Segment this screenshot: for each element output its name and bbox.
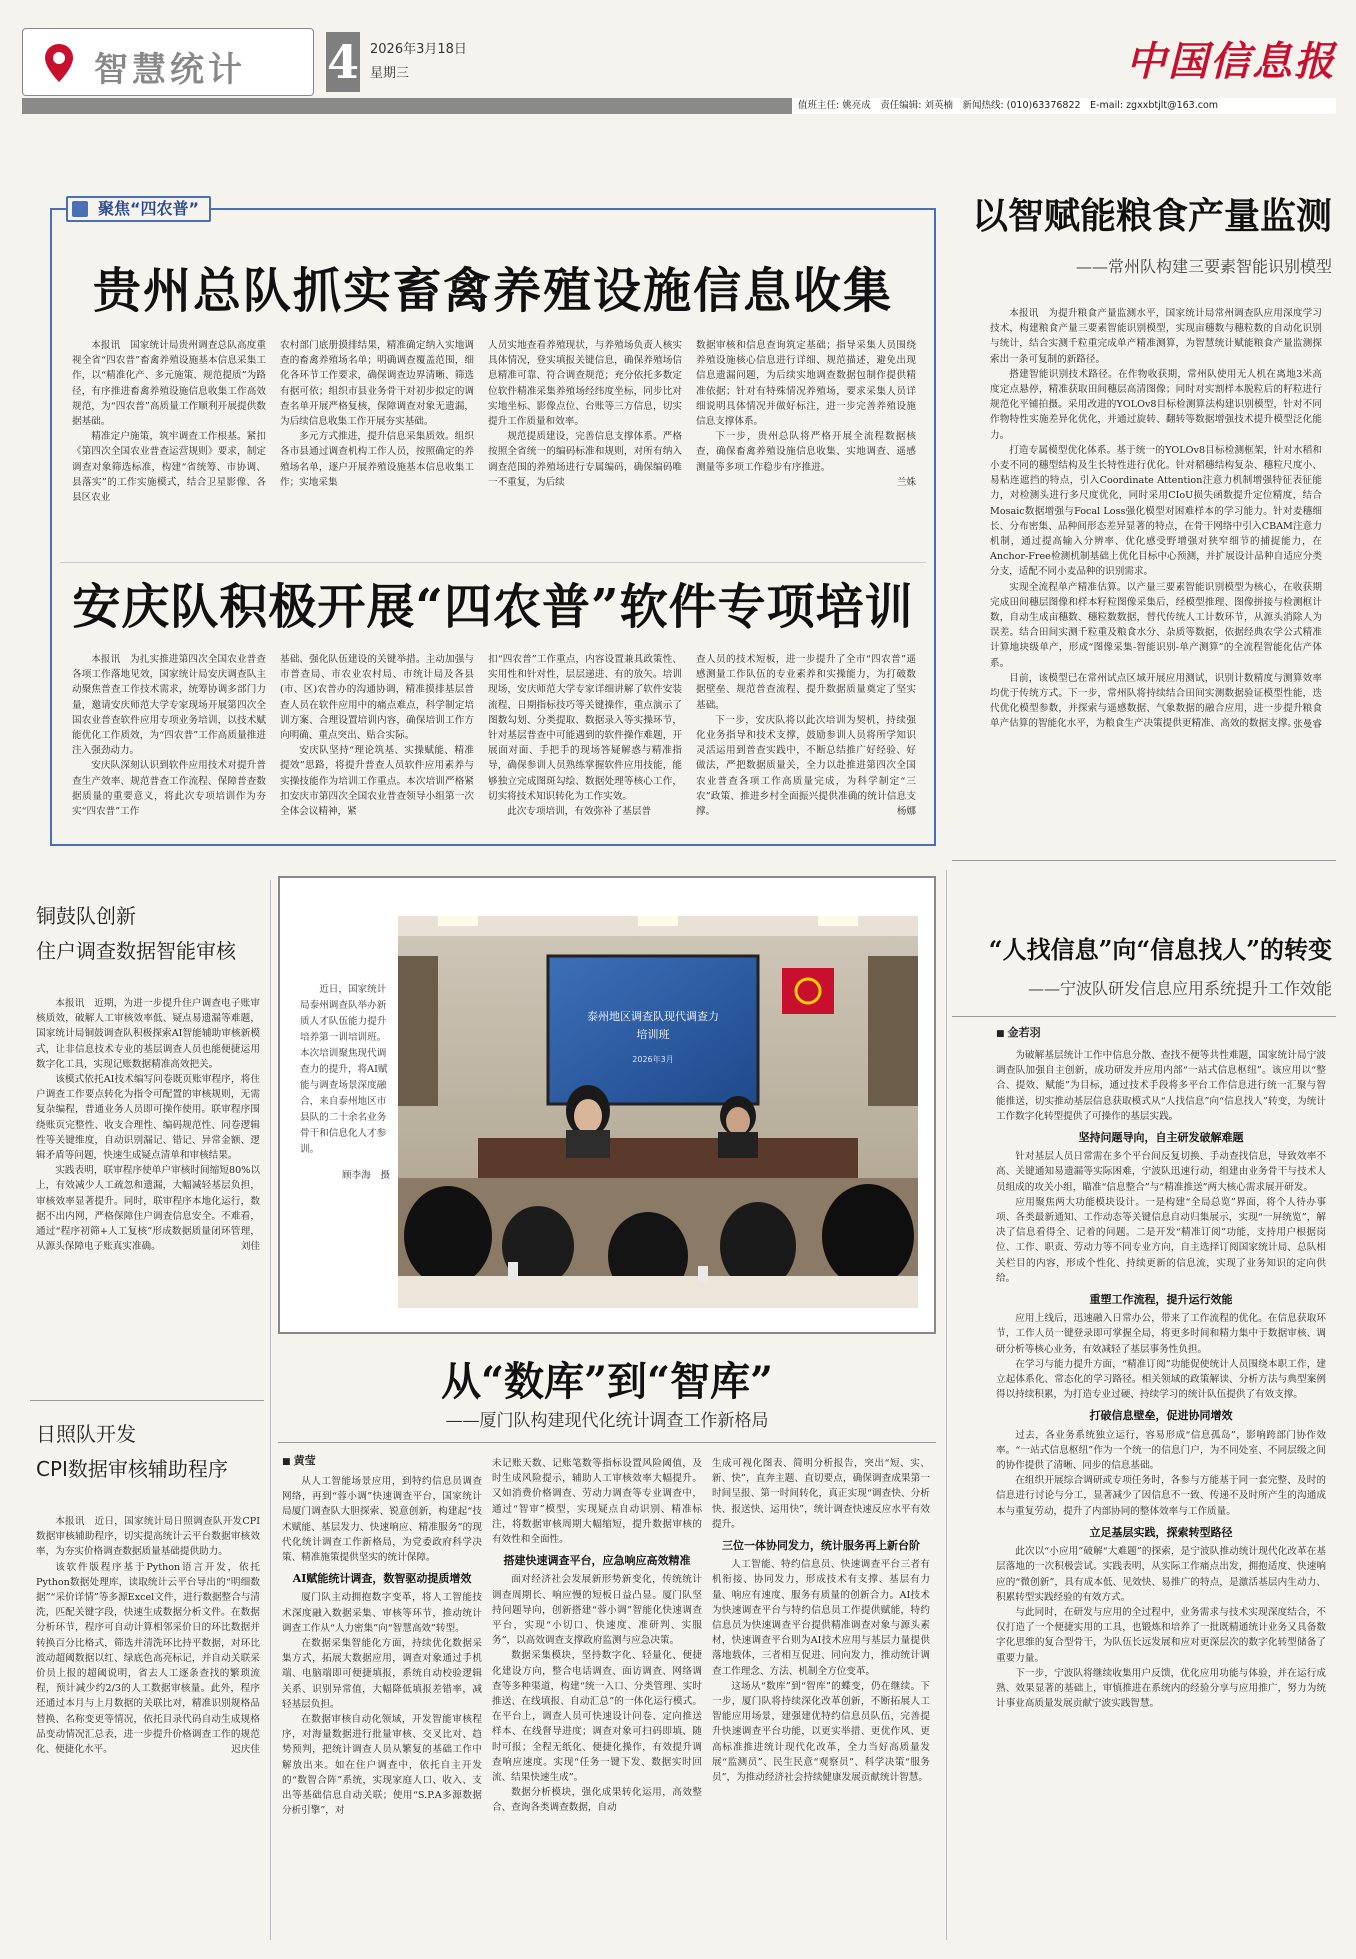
article-changzhou-subtitle: ——常州队构建三要素智能识别模型	[1075, 257, 1332, 276]
subheading: AI赋能统计调查，数智驱动提质增效	[292, 1572, 472, 1586]
paragraph: 搭建智能识别技术路径。在作物收获期，常州队使用无人机在离地3米高度定点悬停，精准获取田间穗层高清图像；同时对实割样本脱粒后的籽粒进行规范化平铺拍摄。采用改进的YOLOv8目标检测算法构建识别模型，针对不同作物特性实施差异化优化，并通过旋转、翻转等数据增强技术提升模型泛化能力。	[990, 368, 1322, 441]
byline: 兰姝	[896, 476, 916, 488]
location-pin-icon	[42, 42, 76, 84]
byline: 张曼睿	[1293, 718, 1322, 730]
subheading: 重塑工作流程，提升运行效能	[1089, 1293, 1233, 1307]
headline-line: 住户调查数据智能审核	[36, 939, 236, 963]
article-tonggu-title	[36, 900, 260, 964]
screen-text: 2026年3月	[632, 1055, 674, 1064]
editor-credits: 值班主任: 姚亮成 责任编辑: 刘英楠 新闻热线: (010)63376822 E-mail: zgxxbtjlt@163.com	[792, 98, 1336, 114]
subheading: 搭建快速调查平台，应急响应高效精准	[503, 1554, 691, 1568]
section-name: 智慧统计	[94, 50, 246, 90]
paragraph: 此次以“小应用”破解“大难题”的探索，是宁波队推动统计现代化改革在基层落地的一次积极尝试。实践表明，从实际工作痛点出发，拥抱适度、快速响应的“微创新”，具有成本低、见效快、易推广的特点，是激活基层内生动力、积累转型实践经验的有效方式。	[996, 1546, 1326, 1603]
article-ningbo-title: “人找信息”向“信息找人”的转变	[988, 935, 1332, 964]
paragraph: 应用上线后，迅速融入日常办公，带来了工作流程的优化。在信息获取环节，工作人员一键登录即可掌握全局，将更多时间和精力集中于数据审核、调研分析等核心业务，有效减轻了基层事务性负担。	[996, 1313, 1326, 1355]
paragraph: 在组织开展综合调研或专项任务时，各参与方能基于同一套完整、及时的信息进行讨论与分工，显著减少了因信息不一致、传递不及时所产生的沟通成本与重复劳动，提升了内部协同的整体效率与工作质量。	[996, 1475, 1326, 1517]
byline: 迟庆佳	[231, 1744, 260, 1756]
paragraph: 下一步，安庆队将以此次培训为契机，持续强化业务指导和技术支撑，鼓励参训人员将所学知识灵活运用到普查实践中，不断总结推广好经验、好做法，严把数据质量关，全力以赴推进第四次全国农业普查各项工作高质量完成，为科学制定“三农”政策、推进乡村全面振兴提供准确的统计信息支撑。	[696, 714, 916, 818]
paragraph: 本报讯 近期，为进一步提升住户调查电子账审核质效，破解人工审核效率低、疑点易遗漏等难题，国家统计局铜鼓调查队积极探索AI智能辅助审核新模式，让非信息技术专业的基层调查人员也能便捷运用数字化工具，实现记账数据精准高效把关。	[36, 998, 260, 1070]
photo-credit: 顾李海 摄	[342, 1170, 390, 1181]
byline: 刘佳	[240, 1241, 260, 1253]
photo-caption	[300, 982, 390, 1184]
podium-table	[478, 1138, 858, 1178]
column-rule	[946, 870, 947, 1940]
subheading: 坚持问题导向，自主研发破解难题	[1078, 1131, 1244, 1145]
caption-text: 近日，国家统计局泰州调查队举办新质人才队伍能力提升培养第一训培训班。本次培训聚焦现代调查力的提升，将AI赋能与调查场景深度融合，来自泰州地区市县队的二十余名业务骨干和信息化人才参训。	[300, 984, 388, 1155]
paragraph: 查人员的技术短板，进一步提升了全市“四农普”遥感测量工作队伍的专业素养和实操能力，为打破数据壁垒、规范普查流程、提升数据质量奠定了坚实基础。	[696, 654, 916, 711]
paragraph: 从人工智能场景应用，到特约信息员调查网络，再到“蓉小调”快速调查平台，国家统计局厦门调查队大胆探索、锐意创新，构建起“技术赋能、基层发力、快速响应、精准服务”的现代化统计调查工作新格局，为党委政府科学决策、精准施策提供坚实的统计保障。	[282, 1476, 482, 1564]
article-guizhou-col3	[488, 338, 682, 508]
paragraph: 本报讯 国家统计局贵州调查总队高度重视全省“四农普”畜禽养殖设施基本信息采集工作，以“精准化产、多元施策、规范提质”为路径，有序推进畜禽养殖设施信息收集工作高效规范，为“四农普”高质量工作顺利开展提供数据基础。	[72, 340, 266, 428]
paragraph: 人员实地查看养殖现状，与养殖场负责人核实具体情况，登实填报关键信息，确保养殖场信息精准可靠、符合调查规范；充分依托多数定位软件精准采集养殖场经纬度坐标，同步比对实地坐标、影像点位、台账等三方信息，切实提升工作质量和效率。	[488, 340, 682, 428]
subheading: 打破信息壁垒，促进协同增效	[1089, 1409, 1233, 1423]
training-photo	[398, 916, 918, 1308]
headline-line: CPI数据审核辅助程序	[36, 1457, 228, 1481]
paragraph: 下一步，贵州总队将严格开展全流程数据核查，确保畜禽养殖设施信息收集、实地调查、遥感测量等多项工作稳步有序推进。	[696, 431, 916, 473]
article-anqing-col4	[696, 652, 916, 838]
flag-icon	[782, 968, 834, 1014]
paragraph: 人工智能、特约信息员、快速调查平台三者有机衔接、协同发力，形成技术有支撑、基层有力量、响应有速度、服务有质量的创新合力。AI技术为快速调查平台与特约信息员工作提供赋能，特约信息员为快速调查平台提供精准调查对象与源头素材，快速调查平台则为AI技术应用与基层力量提供落地载体，三者相互促进、同向发力，推动统计调查工作理念、方法、机制全方位变革。	[712, 1559, 930, 1677]
column-rule	[270, 880, 271, 1940]
byline: 杨娜	[896, 806, 916, 818]
article-ningbo-subtitle: ——宁波队研发信息应用系统提升工作效能	[1027, 979, 1332, 998]
paragraph: 数据采集模块，坚持数字化、轻量化、便捷化建设方向，整合电话调查、面访调查、网络调查等多种渠道，构建“统一入口、分类管理、实时推送、在线填报、自动汇总”的一体化运行模式。在平台上，调查人员可快速设计问卷、定向推送样本、在线督导进度；调查对象可扫码即填、随时可报；全程无纸化、便捷化操作，有效提升调查响应速度。实现“任务一键下发、数据实时回流、结果快速生成”。	[492, 1650, 702, 1784]
paragraph: 该软件版程序基于Python语言开发，依托Python数据处理库，读取统计云平台导出的“明细数据”“采价详情”等多源Excel文件，进行数据整合与清洗，匹配关键字段，快速生成数据分析文件。在数据分析环节，程序可自动计算相邻采价日的环比数据并转换百分比格式，筛选并清洗环比持平数据，对环比波动超阈数据以红、绿底色高亮标记，并自动关联采价员上报的超阈说明，省去人工逐条查找的繁琐流程，预计减少约2/3的人工数据审核量。此外，程序还通过本月与上月数据的关联比对，精准识别规格品替换、名称变更等情况，依托目录代码自动生成规格品变动情况汇总表，进一步提升价格调查工作的规范化、便捷化水平。	[36, 1561, 260, 1756]
article-tonggu-body	[36, 996, 260, 1386]
divider	[278, 1442, 936, 1443]
paragraph: 生成可视化图表、简明分析报告，突出“短、实、新、快”，直奔主题、直切要点，确保调查成果第一时间呈报、第一时间转化，真正实现“调查快、分析快、报送快、运用快”，统计调查快速反应水平有效提升。	[712, 1458, 930, 1530]
paragraph: 安庆队深刻认识到软件应用技术对提升普查生产效率、规范普查工作流程、保障普查数据质量的重要意义，将此次专项培训作为夯实“四农普”工作	[72, 760, 266, 818]
article-guizhou-title: 贵州总队抓实畜禽养殖设施信息收集	[92, 263, 893, 319]
paragraph: 数据审核和信息查询筑定基础；指导采集人员围绕养殖设施核心信息进行详细、规范描述，避免出现信息遗漏问题，为后续实地调查数据包制作提供精准依据；针对有特殊情况养殖场，要求采集人员详细说明具体情况并做好标注，进一步完善养殖设施信息支撑体系。	[696, 340, 916, 428]
divider	[60, 562, 926, 563]
paragraph: 数据分析模块，强化成果转化运用，高效整合、查询各类调查数据，自动	[492, 1787, 702, 1814]
paragraph: 针对基层人员日常需在多个平台间反复切换、手动查找信息，导致效率不高、关键通知易遗漏等实际困难，宁波队迅速行动，组建由业务骨干与技术人员组成的攻关小组，瞄准“信息整合”与“精准推送”两大核心需求展开研发。	[996, 1151, 1326, 1193]
paragraph: 与此同时，在研发与应用的全过程中，业务需求与技术实现深度结合，不仅打造了一个便捷实用的工具，也锻炼和培养了一批既精通统计业务又具备数字化思维的复合型骨干，为队伍长远发展和应对更深层次的数字化转型储备了重要力量。	[996, 1606, 1326, 1664]
paragraph: 实现全流程单产精准估算。以产量三要素智能识别模型为核心，在收获期完成田间穗层图像和样本籽粒图像采集后，经模型推理、图像拼接与检测框计数，自动生成亩穗数、穗粒数数据，替代传统人工计数环节，从源头消除人为误差。结合田间实测千粒重及粮食水分、杂质等数据，依据经典农学公式精准计算地块级单产，形成“图像采集-智能识别-单产测算”的全流程智能化估产体系。	[990, 581, 1322, 669]
paragraph: 精准定户施策，筑牢调查工作根基。紧扣《第四次全国农业普查运营规则》要求，制定调查对象筛选标准，构建“省统筹、市协调、县落实”的工作实施模式，结合卫星影像、各县区农业	[72, 431, 266, 504]
page-number: 4	[326, 32, 360, 92]
paragraph: 厦门队主动拥抱数字变革，将人工智能技术深度融入数据采集、审核等环节，推动统计调查工作从“人力密集”向“智慧高效”转型。	[282, 1592, 482, 1634]
headline-line: 铜鼓队创新	[36, 904, 136, 928]
paragraph: 应用聚焦两大功能模块设计。一是构建“全局总览”界面，将个人待办事项、各类最新通知、工作动态等关键信息自动归集展示，实现“一屏统览”，解决了信息看得全、记着的问题。二是开发“精准订阅”功能，支持用户根据岗位、工作、职责、劳动力等不同专业方向，自主选择订阅国家统计局、总队相关栏目的内容，形成个性化、持续更新的信息流，实现了业务知识的定向供给。	[996, 1196, 1326, 1284]
paragraph: 下一步，宁波队将继续收集用户反馈，优化应用功能与体验，并在运行成熟、效果显著的基础上，审慎推进在系统内的经验分享与应用推广，努力为统计事业高质量发展贡献宁波实践智慧。	[996, 1667, 1326, 1710]
masthead-logo: 中国信息报	[1126, 38, 1336, 85]
article-rizhao-body	[36, 1514, 260, 1940]
paragraph: 为破解基层统计工作中信息分散、查找不便等共性难题，国家统计局宁波调查队加强自主创新，成功研发并应用内部“一站式信息枢纽”。该应用以“整合、提效、赋能”为目标，通过技术手段将多平台工作信息进行统一汇聚与智能推送，切实推动基层信息获取模式从“人找信息”向“信息找人”转变，为统计工作数字化转型提供了可操作的基层实践。	[996, 1050, 1326, 1122]
paragraph: 本报讯 为扎实推进第四次全国农业普查各项工作落地见效，国家统计局安庆调查队主动聚焦普查工作技术需求，统筹协调多部门力量，邀请安庆师范大学专家现场开展第四次全国农业普查软件应用专项业务培训，以技术赋能优化工作质效，为“四农普”工作高质量推进注入强劲动力。	[72, 654, 266, 757]
article-xiamen-subtitle: ——厦门队构建现代化统计调查工作新格局	[445, 1411, 769, 1431]
paragraph: 未记账天数、记账笔数等指标设置风险阈值，及时生成风险提示，辅助人工审核效率大幅提升。又如消费价格调查、劳动力调查等专业调查中，通过“智审”模型，实现疑点自动识别、精准标注，将数据审核周期大幅缩短，提升数据审核的有效性和全面性。	[492, 1458, 702, 1546]
paragraph: 打造专属模型优化体系。基于统一的YOLOv8目标检测框架，针对水稻和小麦不同的穗型结构及生长特性进行优化。针对稻穗结构复杂、穗粒尺度小、易粘连遮挡的特点，引入Coordinate Attention注意力机制增强特征表征能力，对检测头进行多尺度优化，同时采用CIoU损失函数提升定位精度，结合Mosaic数据增强与Focal Loss强化模型对困难样本的学习能力。针对麦穗细长、分布密集、品种间形态差异显著的特点，在骨干网络中引入CBAM注意力机制，通过提高输入分辨率、优化感受野增强对狭窄细节的捕捉能力，在Anchor-Free检测机制基础上优化目标中心预测，并扩展设计品种自适应分类分支，适配不同小麦品种的识别需求。	[990, 444, 1322, 578]
subheading: 三位一体协同发力，统计服务再上新台阶	[722, 1539, 920, 1553]
divider	[952, 860, 1336, 861]
page-header	[22, 28, 1336, 114]
article-xiamen-col2	[492, 1456, 702, 1950]
article-guizhou-col4	[696, 338, 916, 508]
article-anqing-col3	[488, 652, 682, 838]
article-changzhou-body	[990, 306, 1322, 850]
paragraph: 规范提质建设，完善信息支撑体系。严格按照全省统一的编码标准和规则，对所有纳入调查范围的养殖场进行专属编码，确保编码唯一不重复，为后续	[488, 431, 682, 488]
article-ningbo-author: ■ 金若羽	[996, 1024, 1041, 1040]
article-changzhou-title: 以智赋能粮食产量监测	[971, 195, 1332, 237]
paragraph: 在数据采集智能化方面，持续优化数据采集方式，拓展大数据应用，调查对象通过手机端、电脑端即可便捷填报，系统自动校验逻辑关系、识别异常值，大幅降低填报差错率，减轻基层负担。	[282, 1638, 482, 1710]
paragraph: 扣“四农普”工作重点，内容设置兼具政策性、实用性和针对性，层层递进、有的放矢。培训现场，安庆师范大学专家详细讲解了软件安装流程、日期指标技巧等关键操作，重点演示了图数勾划、分类提取、数据录入等实操环节，针对基层普查中可能遇到的软件操作难题，开展面对面、手把手的现场答疑解惑与精准指导，确保参训人员熟练掌握软件应用技能，能够独立完成图斑勾绘、数据处理等核心工作，切实将技术知识转化为工作实效。	[488, 654, 682, 802]
article-anqing-title: 安庆队积极开展“四农普”软件专项培训	[72, 579, 914, 635]
paragraph: 本报讯 为提升粮食产量监测水平，国家统计局常州调查队应用深度学习技术，构建粮食产量三要素智能识别模型，实现亩穗数与穗粒数的自动化识别与统计，结合实测千粒重完成单产精准测算，为智慧统计赋能粮食产量监测探索出一条可复制的新路径。	[990, 308, 1322, 365]
focus-tag	[66, 196, 211, 222]
paragraph: 基础、强化队伍建设的关键举措。主动加强与市普查局、市农业农村局、市统计局及各县(市、区)农普办的沟通协调，精准摸排基层普查人员在软件应用中的痛点难点，科学制定培训方案、合理设置培训内容，确保培训工作方向明确、重点突出、贴合实际。	[280, 654, 474, 742]
article-guizhou-col1	[72, 338, 266, 508]
paragraph: 这场从“数库”到“智库”的蝶变，仍在继续。下一步，厦门队将持续深化改革创新，不断拓展人工智能应用场景，建强建优特约信息员队伍，完善提升快速调查平台功能，以更实举措、更优作风、更高标准推进统计现代化改革，全力当好高质量发展“监测员”、民生民意“观察员”、科学决策“服务员”，为推动经济社会持续健康发展贡献统计智慧。	[712, 1680, 930, 1784]
issue-weekday: 星期三	[370, 66, 410, 81]
article-xiamen-col1	[282, 1474, 482, 1950]
divider	[30, 1400, 264, 1401]
focus-tag-icon	[72, 201, 88, 217]
paragraph: 安庆队坚持“理论筑基、实操赋能、精准提效”思路，将提升普查人员软件应用素养与实操技能作为培训工作重点。本次培训严格紧扣安庆市第四次全国农业普查领导小组第一次全体会议精神，紧	[280, 745, 474, 818]
divider	[952, 1016, 1336, 1017]
focus-tag-label: 聚焦“四农普”	[98, 199, 200, 218]
screen-text: 培训班	[636, 1028, 670, 1041]
subheading: 立足基层实践，探索转型路径	[1089, 1525, 1233, 1539]
paragraph: 多元方式推进，提升信息采集质效。组织各市县通过调查机构工作人员，按照确定的养殖场名单，逐户开展养殖设施基本信息收集工作；实地采集	[280, 431, 474, 488]
paragraph: 在数据审核自动化领域，开发智能审核程序，对海量数据进行批量审核、交叉比对、趋势预判，把统计调查人员从繁复的基础工作中解放出来。如在住户调查中，依托自主开发的“数智合阵”系统，实现家庭人口、收入、支出等基础信息自动关联；使用“S.P.A多源数据分析引擎”，对	[282, 1714, 482, 1817]
paragraph: 实践表明，联审程序使单户审核时间缩短80%以上，有效减少人工疏忽和遗漏，大幅减轻基层负担，审核效率显著提升。同时，联审程序本地化运行，数据不出内网，严格保障住户调查信息安全。不难看，通过“程序初筛+人工复核”形成数据质量闭环管理，从源头保障电子账真实准确。	[36, 1165, 260, 1253]
article-xiamen-col3	[712, 1456, 930, 1950]
article-rizhao-title	[36, 1418, 260, 1482]
issue-date: 2026年3月18日	[370, 42, 467, 57]
paragraph: 该模式依托AI技术编写问卷既页账审程序，将住户调查工作要点转化为指令可配置的审核规则，无需复杂编程，普通业务人员即可操作使用。联审程序围绕账页完整性、收支合理性、编码规范性、同卷逻辑性等关键维度，自动识别漏记、错记、异常金额、逻辑矛盾等问题，快速生成疑点清单和审核结果。	[36, 1074, 260, 1162]
screen-text: 泰州地区调查队现代调查力	[587, 1010, 719, 1023]
article-anqing-col2	[280, 652, 474, 838]
article-xiamen-author: ■ 黄莹	[282, 1452, 316, 1468]
paragraph: 过去，各业务系统独立运行，容易形成“信息孤岛”，影响跨部门协作效率。“一站式信息枢纽”作为一个统一的信息门户，为不同处室、不同层级之间的协作提供了清晰、同步的信息基础。	[996, 1429, 1326, 1472]
article-guizhou-col2	[280, 338, 474, 508]
paragraph: 目前，该模型已在常州试点区域开展应用测试，识别计数精度与测算效率均优于传统方式。下一步，常州队将持续结合田间实测数据验证模型性能，迭代优化模型参数，并探索与遥感数据、气象数据的融合应用，进一步提升粮食单产估算的智能化水平，为粮食生产决策提供更精准、高效的数据支撑。	[990, 672, 1322, 730]
paragraph: 面对经济社会发展新形势新变化，传统统计调查周期长、响应慢的短板日益凸显。厦门队坚持问题导向，创新搭建“蓉小调”智能化快速调查平台，实现“小切口、快速度、准研判、实服务”，以高效调查支撑政府监测与应急决策。	[492, 1574, 702, 1647]
headline-line: 日照队开发	[36, 1422, 136, 1446]
paragraph: 农村部门底册摸排结果，精准确定纳入实地调查的畜禽养殖场名单；明确调查覆盖范围，细化各环节工作要求，确保调查边界清晰、筛选有据可依；组织市县业务骨干对初步拟定的调查名单开展严格复核，保障调查对象无遗漏，为后续信息收集工作开展夯实基础。	[280, 340, 474, 428]
article-anqing-col1	[72, 652, 266, 838]
paragraph: 在学习与能力提升方面，“精准订阅”功能促使统计人员围绕本职工作，建立起体系化、常态化的学习路径。相关领域的政策解读、分析方法与典型案例得以持续积累，为打造专业过硬、持续学习的统计队伍提供了有效支撑。	[996, 1358, 1326, 1401]
article-xiamen-title: 从“数库”到“智库”	[440, 1358, 774, 1405]
paragraph: 此次专项培训，有效弥补了基层普	[507, 806, 652, 818]
article-ningbo-body	[996, 1048, 1326, 1944]
paragraph: 本报讯 近日，国家统计局日照调查队开发CPI数据审核辅助程序，切实提高统计云平台数据审核效率，为夯实价格调查数据质量基础提供助力。	[36, 1516, 260, 1558]
